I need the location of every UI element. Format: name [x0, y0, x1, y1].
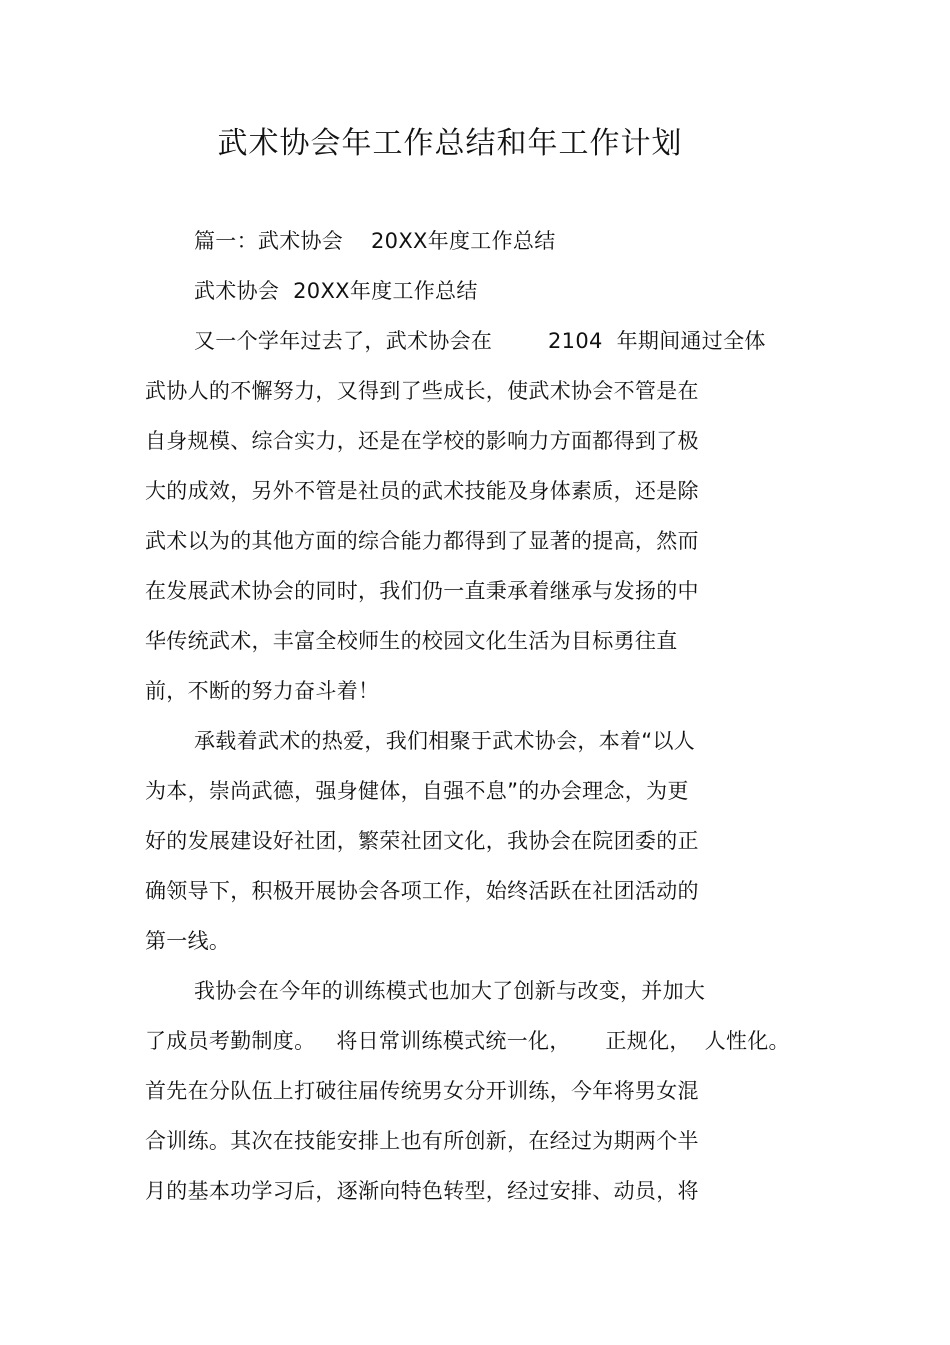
paragraph-line: 武术以为的其他方面的综合能力都得到了显著的提高，然而 — [145, 529, 699, 553]
paragraph-line: 第一线。 — [145, 929, 231, 953]
paragraph-line: 前，不断的努力奋斗着！ — [145, 679, 380, 703]
paragraph-line: 确领导下，积极开展协会各项工作，始终活跃在社团活动的 — [145, 879, 699, 903]
paragraph-line: 在发展武术协会的同时，我们仍一直秉承着继承与发扬的中 — [145, 579, 699, 603]
section-heading: 篇一：武术协会 20XX年度工作总结 — [194, 229, 556, 253]
paragraph-line: 华传统武术，丰富全校师生的校园文化生活为目标勇往直 — [145, 629, 678, 653]
paragraph-line: 又一个学年过去了，武术协会在 2104 年期间通过全体 — [194, 329, 766, 353]
subsection-heading: 武术协会 20XX年度工作总结 — [194, 279, 478, 303]
paragraph-line: 武协人的不懈努力，又得到了些成长，使武术协会不管是在 — [145, 379, 699, 403]
paragraph-line: 承载着武术的热爱，我们相聚于武术协会，本着“以人 — [194, 729, 696, 753]
paragraph-line: 了成员考勤制度。 将日常训练模式统一化， 正规化， 人性化。 — [145, 1029, 790, 1053]
paragraph-line: 合训练。其次在技能安排上也有所创新，在经过为期两个半 — [145, 1129, 699, 1153]
paragraph-line: 我协会在今年的训练模式也加大了创新与改变，并加大 — [194, 979, 706, 1003]
document-title: 武术协会年工作总结和年工作计划 — [217, 126, 683, 161]
paragraph-line: 好的发展建设好社团，繁荣社团文化，我协会在院团委的正 — [145, 829, 699, 853]
paragraph-line: 首先在分队伍上打破往届传统男女分开训练，今年将男女混 — [145, 1079, 699, 1103]
paragraph-line: 自身规模、综合实力，还是在学校的影响力方面都得到了极 — [145, 429, 699, 453]
paragraph-line: 月的基本功学习后，逐渐向特色转型，经过安排、动员，将 — [145, 1179, 699, 1203]
paragraph-line: 大的成效，另外不管是社员的武术技能及身体素质，还是除 — [145, 479, 699, 503]
paragraph-line: 为本，崇尚武德，强身健体，自强不息”的办会理念，为更 — [145, 779, 689, 803]
